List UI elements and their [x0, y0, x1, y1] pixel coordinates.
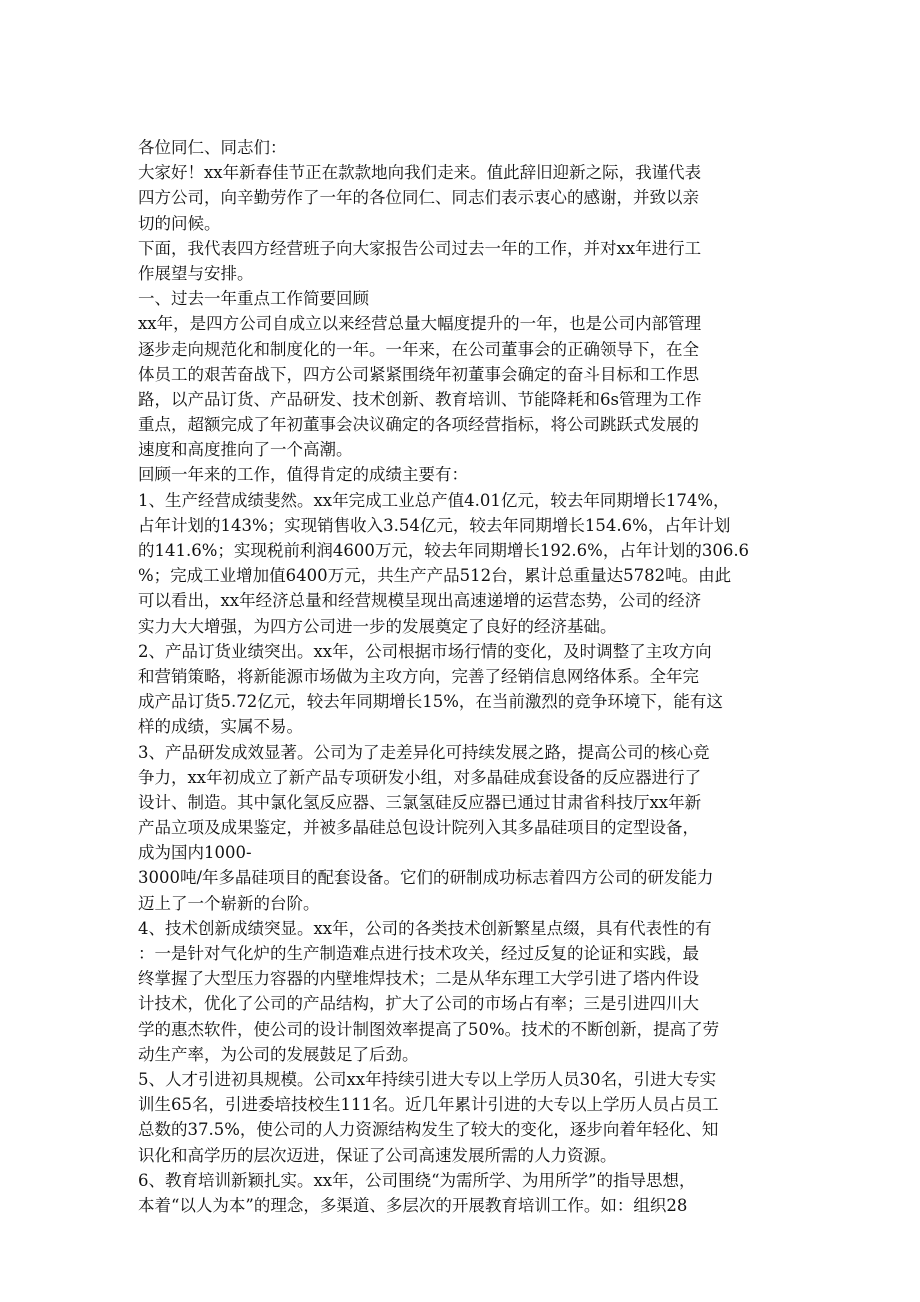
- text-line: 3000吨/年多晶硅项目的配套设备。它们的研制成功标志着四方公司的研发能力: [138, 868, 714, 888]
- text-line: ：一是针对气化炉的生产制造难点进行技术攻关，经过反复的论证和实践，最: [138, 944, 699, 963]
- text-line: 可以看出，xx年经济总量和经营规模呈现出高速递增的运营态势，公司的经济: [138, 591, 702, 611]
- section-heading: 一、过去一年重点工作简要回顾: [138, 289, 369, 309]
- text-line: 实力大大增强，为四方公司进一步的发展奠定了良好的经济基础。: [138, 616, 617, 636]
- text-line: 迈上了一个崭新的台阶。: [138, 893, 320, 913]
- text-line: 样的成绩，实属不易。: [138, 717, 303, 737]
- text-line: 速度和高度推向了一个高潮。: [138, 440, 353, 460]
- text-line: 四方公司，向辛勤劳作了一年的各位同仁、同志们表示衷心的感谢，并致以亲: [138, 188, 699, 208]
- text-line: 体员工的艰苦奋战下，四方公司紧紧围绕年初董事会确定的奋斗目标和工作思: [138, 364, 699, 384]
- text-line: 识化和高学历的层次迈进，保证了公司高速发展所需的人力资源。: [138, 1145, 617, 1165]
- document-body: [138, 135, 788, 1218]
- text-line: 逐步走向规范化和制度化的一年。一年来，在公司董事会的正确领导下，在全: [138, 339, 699, 359]
- text-line: 2、产品订货业绩突出。xx年，公司根据市场行情的变化，及时调整了主攻方向: [138, 641, 712, 661]
- text-line: 重点，超额完成了年初董事会决议确定的各项经营指标，将公司跳跃式发展的: [138, 415, 699, 435]
- text-line: 1、生产经营成绩斐然。xx年完成工业总产值4.01亿元，较去年同期增长174%，: [138, 490, 730, 510]
- text-line: 总数的37.5%，使公司的人力资源结构发生了较大的变化，逐步向着年轻化、知: [138, 1120, 719, 1140]
- text-line: 下面，我代表四方经营班子向大家报告公司过去一年的工作，并对xx年进行工: [138, 238, 702, 258]
- text-line: 学的惠杰软件，使公司的设计制图效率提高了50%。技术的不断创新，提高了劳: [138, 1019, 720, 1039]
- text-line: xx年，是四方公司自成立以来经营总量大幅度提升的一年，也是公司内部管理: [138, 314, 702, 334]
- text-line: 4、技术创新成绩突显。xx年，公司的各类技术创新繁星点缀，具有代表性的有: [138, 918, 712, 938]
- text-line: 切的问候。: [138, 213, 221, 233]
- text-line: 作展望与安排。: [138, 263, 254, 283]
- text-line: 动生产率，为公司的发展鼓足了后劲。: [138, 1044, 419, 1064]
- text-line: 路，以产品订货、产品研发、技术创新、教育培训、节能降耗和6s管理为工作: [138, 389, 702, 409]
- text-line: 占年计划的143%；实现销售收入3.54亿元，较去年同期增长154.6%，占年计划: [138, 515, 731, 535]
- text-line: 训生65名，引进委培技校生111名。近几年累计引进的大专以上学历人员占员工: [138, 1095, 719, 1115]
- text-line: 5、人才引进初具规模。公司xx年持续引进大专以上学历人员30名，引进大专实: [138, 1069, 717, 1089]
- text-line: 大家好！xx年新春佳节正在款款地向我们走来。值此辞旧迎新之际，我谨代表: [138, 163, 702, 183]
- text-line: 6、教育培训新颖扎实。xx年，公司围绕“为需所学、为用所学”的指导思想，: [138, 1170, 696, 1190]
- text-line: 计技术，优化了公司的产品结构，扩大了公司的市场占有率；三是引进四川大: [138, 994, 699, 1014]
- text-line: 成为国内1000-: [138, 843, 252, 863]
- text-line: 产品立项及成果鉴定，并被多晶硅总包设计院列入其多晶硅项目的定型设备，: [138, 818, 699, 838]
- text-line: 3、产品研发成效显著。公司为了走差异化可持续发展之路，提高公司的核心竞: [138, 742, 710, 762]
- text-line: 各位同仁、同志们：: [138, 138, 287, 157]
- text-line: 的141.6%；实现税前利润4600万元，较去年同期增长192.6%，占年计划的306.6: [138, 541, 750, 560]
- text-line: 本着“以人为本”的理念，多渠道、多层次的开展教育培训工作。如：组织28: [138, 1195, 688, 1215]
- text-line: 终掌握了大型压力容器的内壁堆焊技术；二是从华东理工大学引进了塔内件设: [138, 969, 699, 989]
- text-line: 设计、制造。其中氯化氢反应器、三氯氢硅反应器已通过甘肃省科技厅xx年新: [138, 792, 702, 812]
- text-line: 回顾一年来的工作，值得肯定的成绩主要有：: [138, 465, 468, 485]
- text-line: %；完成工业增加值6400万元，共生产产品512台，累计总重量达5782吨。由此: [138, 566, 732, 586]
- text-line: 争力，xx年初成立了新产品专项研发小组，对多晶硅成套设备的反应器进行了: [138, 767, 702, 787]
- text-line: 和营销策略，将新能源市场做为主攻方向，完善了经销信息网络体系。全年完: [138, 666, 699, 686]
- text-line: 成产品订货5.72亿元，较去年同期增长15%，在当前激烈的竞争环境下，能有这: [138, 692, 723, 712]
